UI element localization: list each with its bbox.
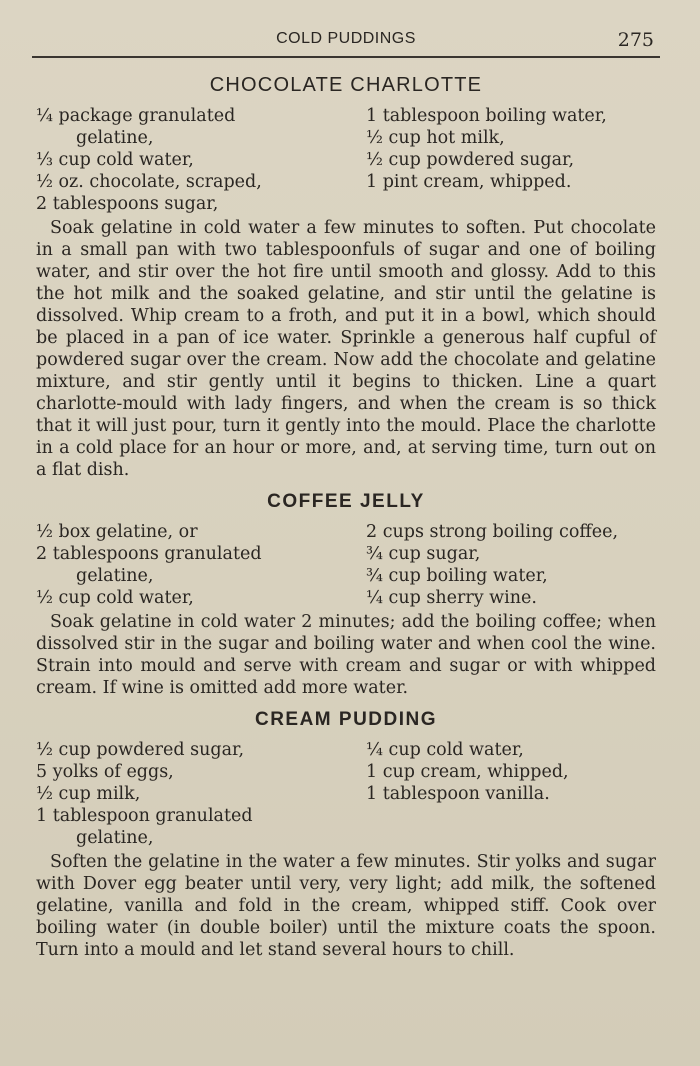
recipe-cream-pudding	[36, 709, 656, 961]
recipe-method: Soak gelatine in cold water a few minutes to soften. Put chocolate in a small pan with two tablespoonfuls of sugar and one of boiling water, and stir over the hot fire until smooth and glossy. Add to this the hot milk and the soaked gelatine, and stir until the gelatine is dissolved. Whip cream to a froth, and put it in a bowl, which should be placed in a pan of ice water. Sprinkle a generous half cupful of powdered sugar over the cream. Now add the chocolate and gelatine mixture, and stir gently until it begins to thicken. Line a quart charlotte-mould with lady fingers, and when the cream is so thick that it will just pour, turn it gently into the mould. Place the charlotte in a cold place for an hour or more, and, at serving time, turn out on a flat dish.	[36, 218, 656, 480]
running-head	[32, 26, 660, 56]
ingredient-line: 1 cup cream, whipped,	[366, 762, 569, 782]
ingredient-column-left	[36, 105, 346, 215]
ingredient-line: gelatine,	[76, 128, 154, 148]
page-number: 275	[617, 29, 654, 51]
ingredient-list	[36, 105, 656, 215]
ingredient-line: 1 tablespoon vanilla.	[366, 784, 550, 804]
ingredient-line: 2 tablespoons granulated	[36, 544, 262, 564]
ingredient-line: ½ cup cold water,	[36, 588, 194, 608]
recipe-title: CHOCOLATE CHARLOTTE	[209, 74, 483, 96]
ingredient-column-right	[346, 521, 656, 609]
page-content	[36, 74, 656, 971]
ingredient-line: ⅓ cup cold water,	[36, 150, 194, 170]
recipe-title: CREAM PUDDING	[254, 709, 438, 730]
ingredient-line: ¼ package granulated	[36, 106, 236, 126]
ingredient-line: 1 tablespoon granulated	[36, 806, 253, 826]
recipe-coffee-jelly	[36, 491, 656, 699]
ingredient-line: ¼ cup sherry wine.	[366, 588, 537, 608]
recipe-title: COFFEE JELLY	[267, 491, 425, 512]
ingredient-line: ½ cup milk,	[36, 784, 141, 804]
ingredient-line: ½ cup hot milk,	[366, 128, 505, 148]
ingredient-line: 5 yolks of eggs,	[36, 762, 174, 782]
ingredient-list	[36, 521, 656, 609]
ingredient-line: ¼ cup cold water,	[366, 740, 524, 760]
ingredient-column-right	[346, 739, 656, 849]
ingredient-line: gelatine,	[76, 566, 154, 586]
header-rule	[32, 56, 660, 58]
running-title: COLD PUDDINGS	[276, 30, 416, 47]
ingredient-line: 1 tablespoon boiling water,	[366, 106, 607, 126]
ingredient-line: ½ cup powdered sugar,	[36, 740, 245, 760]
ingredient-line: 2 tablespoons sugar,	[36, 194, 219, 214]
ingredient-line: ½ oz. chocolate, scraped,	[36, 172, 262, 192]
ingredient-list	[36, 739, 656, 849]
ingredient-line: ½ cup powdered sugar,	[366, 150, 575, 170]
ingredient-column-right	[346, 105, 656, 215]
ingredient-column-left	[36, 739, 346, 849]
ingredient-column-left	[36, 521, 346, 609]
recipe-method: Soak gelatine in cold water 2 minutes; add the boiling coffee; when dissolved stir in the sugar and boiling water and when cool the wine. Strain into mould and serve with cream and sugar or with whipped cream. If wine is omitted add more water.	[36, 612, 656, 698]
ingredient-line: ¾ cup sugar,	[366, 544, 481, 564]
ingredient-line: ¾ cup boiling water,	[366, 566, 548, 586]
recipe-method: Soften the gelatine in the water a few minutes. Stir yolks and sugar with Dover egg beater until very, very light; add milk, the softened gelatine, vanilla and fold in the cream, whipped stiff. Cook over boiling water (in double boiler) until the mixture coats the spoon. Turn into a mould and let stand several hours to chill.	[36, 852, 656, 960]
ingredient-line: ½ box gelatine, or	[36, 522, 198, 542]
ingredient-line: 1 pint cream, whipped.	[366, 172, 572, 192]
recipe-chocolate-charlotte	[36, 74, 656, 481]
ingredient-line: gelatine,	[76, 828, 154, 848]
ingredient-line: 2 cups strong boiling coffee,	[366, 522, 619, 542]
